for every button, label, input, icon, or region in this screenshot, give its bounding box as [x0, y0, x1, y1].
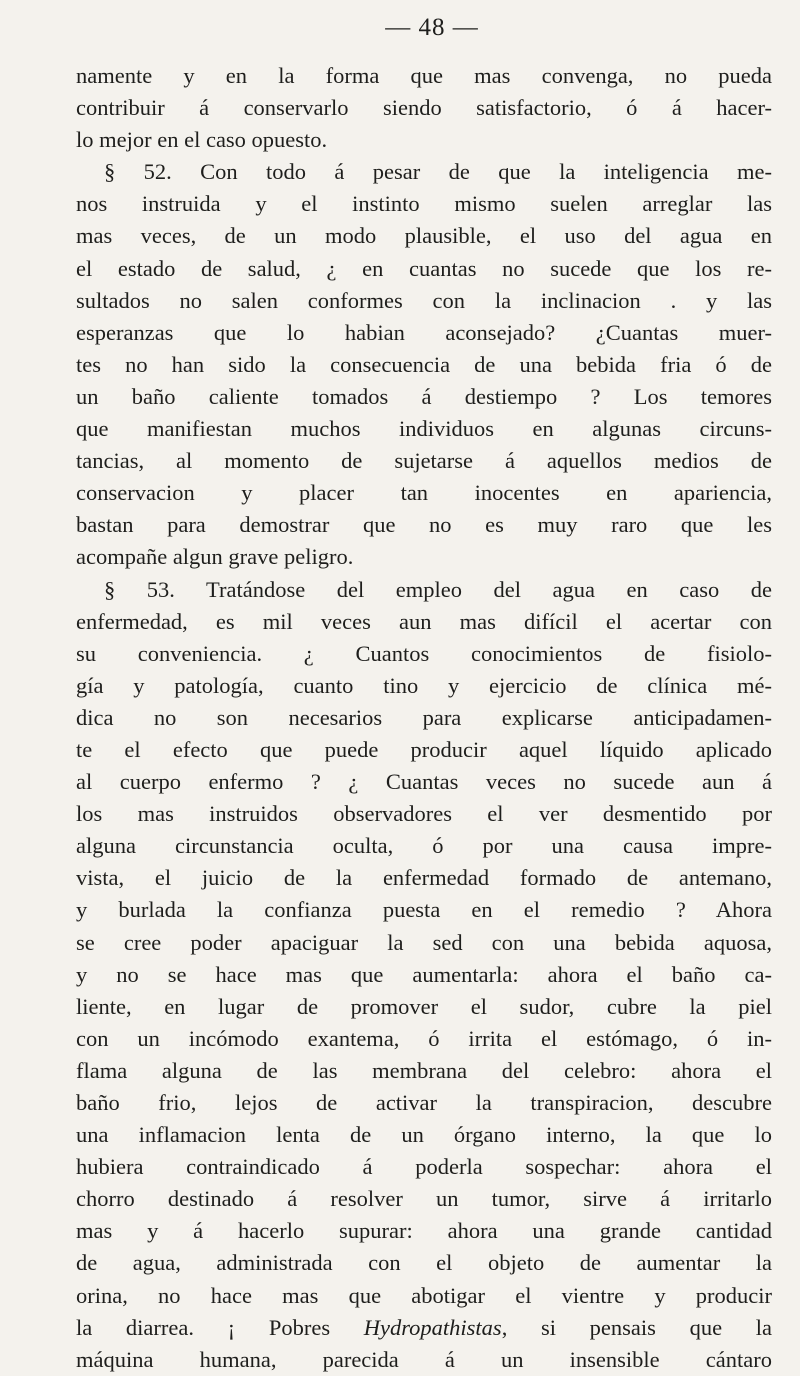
text-line: se cree poder apaciguar la sed con una bebida aquosa,: [76, 929, 772, 955]
text-line: enfermedad, es mil veces aun mas difícil el acertar con: [76, 608, 772, 634]
text-line: una inflamacion lenta de un órgano interno, la que lo: [76, 1122, 772, 1148]
text-line: máquina humana, parecida á un insensible cántaro: [76, 1346, 772, 1372]
text-line: gía y patología, cuanto tino y ejercicio de clínica mé-: [76, 672, 772, 698]
text-line: sultados no salen conformes con la inclinacion . y las: [76, 287, 772, 313]
text-line: tancias, al momento de sujetarse á aquellos medios de: [76, 448, 772, 474]
text-line: § 52. Con todo á pesar de que la inteligencia me-: [104, 159, 772, 185]
italic-term: Hydropathistas: [363, 1314, 502, 1340]
text-line: la diarrea. ¡ Pobres Hydropathistas, si pensais que la: [76, 1314, 772, 1340]
text-line: contribuir á conservarlo siendo satisfactorio, ó á hacer-: [76, 95, 772, 121]
text-line: dica no son necesarios para explicarse anticipadamen-: [76, 704, 772, 730]
text-line: te el efecto que puede producir aquel líquido aplicado: [76, 736, 772, 762]
text-line: su conveniencia. ¿ Cuantos conocimientos de fisiolo-: [76, 640, 772, 666]
text-line: flama alguna de las membrana del celebro: ahora el: [76, 1057, 772, 1083]
text-line: mas y á hacerlo supurar: ahora una grande cantidad: [76, 1218, 772, 1244]
text-line: y burlada la confianza puesta en el remedio ? Ahora: [76, 897, 772, 923]
text-line: § 53. Tratándose del empleo del agua en caso de: [104, 576, 772, 602]
text-line: los mas instruidos observadores el ver desmentido por: [76, 801, 772, 827]
text-line: conservacion y placer tan inocentes en apariencia,: [76, 480, 772, 506]
text-line: chorro destinado á resolver un tumor, sirve á irritarlo: [76, 1186, 772, 1212]
page-number: — 48 —: [385, 14, 479, 41]
text-line: vista, el juicio de la enfermedad formado de antemano,: [76, 865, 772, 891]
text-line: mas veces, de un modo plausible, el uso del agua en: [76, 223, 772, 249]
text-line: acompañe algun grave peligro.: [76, 544, 354, 570]
page-body-text: [76, 60, 772, 1376]
text-line: al cuerpo enfermo ? ¿ Cuantas veces no sucede aun á: [76, 769, 772, 795]
text-line: nos instruida y el instinto mismo suelen arreglar las: [76, 191, 772, 217]
text-line: namente y en la forma que mas convenga, no pueda: [76, 63, 772, 88]
text-line: un baño caliente tomados á destiempo ? Los temores: [76, 383, 772, 409]
text-line: hubiera contraindicado á poderla sospechar: ahora el: [76, 1154, 772, 1180]
text-line: con un incómodo exantema, ó irrita el estómago, ó in-: [76, 1025, 772, 1051]
text-line: el estado de salud, ¿ en cuantas no sucede que los re-: [76, 255, 772, 281]
text-line: que manifiestan muchos individuos en algunas circuns-: [76, 416, 772, 442]
text-line: y no se hace mas que aumentarla: ahora el baño ca-: [76, 961, 772, 987]
text-line: orina, no hace mas que abotigar el vientre y producir: [76, 1282, 772, 1308]
text-line: bastan para demostrar que no es muy raro que les: [76, 512, 772, 538]
text-line: alguna circunstancia oculta, ó por una causa impre-: [76, 833, 772, 859]
text-line: baño frio, lejos de activar la transpiracion, descubre: [76, 1090, 772, 1115]
text-line: de agua, administrada con el objeto de aumentar la: [76, 1250, 772, 1276]
text-line: lo mejor en el caso opuesto.: [76, 127, 328, 153]
text-line: esperanzas que lo habian aconsejado? ¿Cuantas muer-: [76, 319, 772, 345]
text-line: liente, en lugar de promover el sudor, cubre la piel: [76, 993, 772, 1019]
text-line: tes no han sido la consecuencia de una bebida fria ó de: [76, 351, 772, 377]
